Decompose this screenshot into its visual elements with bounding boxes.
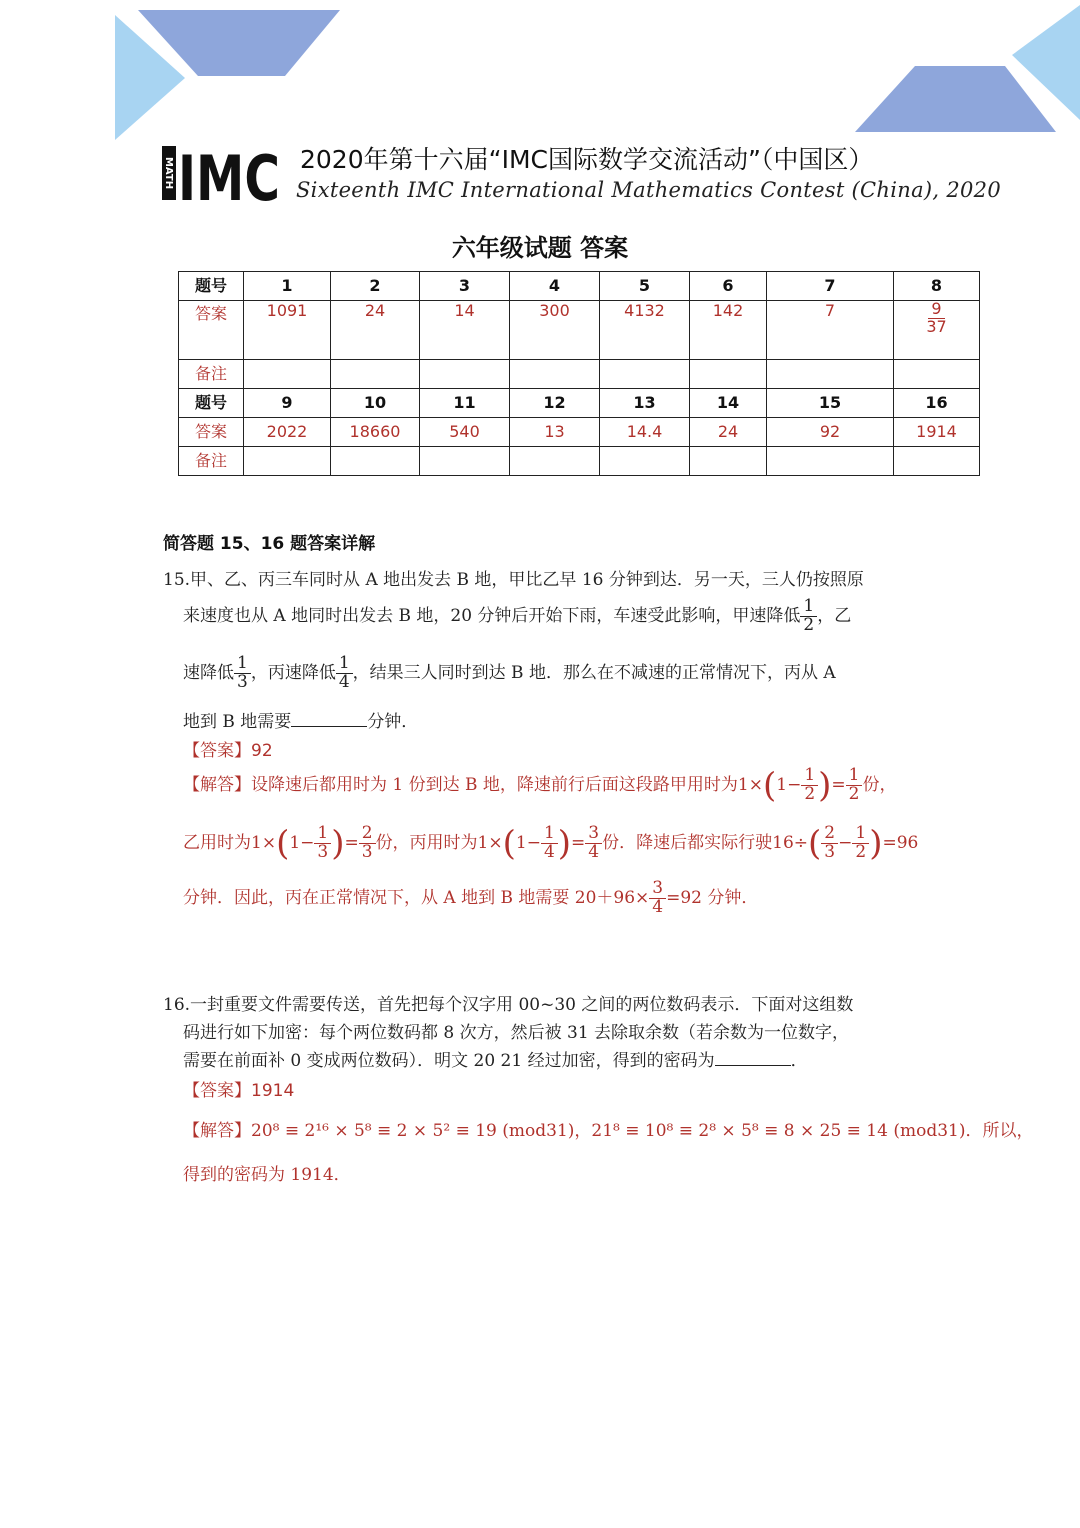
answer-cell: 14 (420, 301, 510, 360)
note-cell (331, 447, 420, 476)
answer-cell: 300 (510, 301, 600, 360)
row-label-number: 题号 (179, 389, 244, 418)
row-label-number: 题号 (179, 272, 244, 301)
q15-text: 速降低 (183, 662, 234, 683)
answer-cell: 92 (767, 418, 894, 447)
answer-cell: 24 (331, 301, 420, 360)
question-number: 7 (767, 272, 894, 301)
solution-text: 【解答】设降速后都用时为 1 份到达 B 地，降速前行后面这段路甲用时为1× (183, 774, 763, 795)
question-number: 3 (420, 272, 510, 301)
question-number: 9 (244, 389, 331, 418)
answer-cell: 142 (690, 301, 767, 360)
answer-cell: 24 (690, 418, 767, 447)
answer-cell: 14.4 (600, 418, 690, 447)
fraction-denominator: 37 (926, 316, 947, 336)
q15-text: 分钟． (367, 712, 419, 732)
note-cell (690, 447, 767, 476)
note-cell (894, 447, 980, 476)
q16-line-1: 16.一封重要文件需要传送，首先把每个汉字用 00~30 之间的两位数码表示．下面对这组数 (163, 995, 854, 1015)
question-number: 14 (690, 389, 767, 418)
question-number: 1 (244, 272, 331, 301)
imc-logo (162, 142, 282, 215)
fraction-one-quarter: $\frac{1}{4}$ (336, 655, 353, 692)
logo-text: IMC (178, 142, 280, 215)
q16-text: ． (790, 1051, 808, 1071)
question-number: 15 (767, 389, 894, 418)
q16-line-2: 码进行如下加密：每个两位数码都 8 次方，然后被 31 去除取余数（若余数为一位数字， (183, 1023, 850, 1043)
note-cell (767, 447, 894, 476)
table-row (179, 272, 980, 301)
question-number: 2 (331, 272, 420, 301)
note-cell (420, 360, 510, 389)
answer-fraction (923, 301, 949, 336)
answer-cell (894, 301, 980, 360)
answer-cell: 4132 (600, 301, 690, 360)
question-number: 6 (690, 272, 767, 301)
q16-solution-line-2: 得到的密码为 1914． (183, 1165, 351, 1185)
row-label-note: 备注 (179, 360, 244, 389)
q15-line-3 (183, 655, 836, 692)
row-label-answer: 答案 (179, 301, 244, 360)
table-row (179, 301, 980, 360)
note-cell (420, 447, 510, 476)
header-title-cn: 2020年第十六届“IMC国际数学交流活动”（中国区） (300, 145, 874, 174)
solution-text: 份， (862, 774, 897, 795)
q15-solution-line-2: 乙用时为1×(1− $\frac{1}{3}$ )= $\frac{2}{3}$ 份，丙用时为1×(1− $\frac{1}{4}$ )= $\frac{3}{4}$ 份．降速后都实际行驶16÷( $\frac{2}{3}$ − $\frac{1}{2}$ )=96 (183, 823, 919, 864)
table-row (179, 389, 980, 418)
q16-line-3 (183, 1046, 808, 1071)
fraction-one-third: $\frac{1}{3}$ (234, 655, 251, 692)
note-cell (244, 360, 331, 389)
solution-text: =96 (882, 832, 919, 853)
note-cell (894, 360, 980, 389)
q16-answer: 【答案】1914 (183, 1081, 295, 1101)
table-row (179, 447, 980, 476)
question-number: 12 (510, 389, 600, 418)
note-cell (510, 360, 600, 389)
q15-solution-line-1: 【解答】设降速后都用时为 1 份到达 B 地，降速前行后面这段路甲用时为1×(1− $\frac{1}{2}$ )= $\frac{1}{2}$ 份， (183, 765, 897, 806)
question-number: 11 (420, 389, 510, 418)
question-number: 4 (510, 272, 600, 301)
fraction-one-half: $\frac{1}{2}$ (800, 598, 817, 635)
q15-line-1: 15.甲、乙、丙三车同时从 A 地出发去 B 地，甲比乙早 16 分钟到达．另一天，三人仍按照原 (163, 570, 864, 590)
q15-text: ，丙速降低 (250, 662, 336, 683)
answer-blank (715, 1051, 791, 1066)
fraction-numerator: 9 (928, 301, 944, 319)
solution-text: 分钟．因此，丙在正常情况下，从 A 地到 B 地需要 20＋96× (183, 887, 650, 908)
solution-text: 份，丙用时为1× (375, 832, 503, 853)
question-number: 8 (894, 272, 980, 301)
q15-line-2 (183, 598, 851, 635)
note-cell (331, 360, 420, 389)
note-cell (600, 360, 690, 389)
q16-solution-line-1: 【解答】20⁸ ≡ 2¹⁶ × 5⁸ ≡ 2 × 5² ≡ 19 (mod31)，21⁸ ≡ 10⁸ ≡ 2⁸ × 5⁸ ≡ 8 × 25 ≡ 14 (mod31)．所以， (183, 1121, 1034, 1141)
answer-table (178, 271, 980, 476)
question-number: 10 (331, 389, 420, 418)
note-cell (510, 447, 600, 476)
q16-text: 需要在前面补 0 变成两位数码）．明文 20 21 经过加密，得到的密码为 (183, 1051, 715, 1071)
note-cell (690, 360, 767, 389)
q15-text: 来速度也从 A 地同时出发去 B 地，20 分钟后开始下雨，车速受此影响，甲速降低 (183, 605, 801, 626)
answer-blank (291, 712, 367, 727)
document-header (162, 140, 1001, 215)
q15-text: ，结果三人同时到达 B 地．那么在不减速的正常情况下，丙从 A (352, 662, 836, 683)
section-title: 简答题 15、16 题答案详解 (163, 534, 376, 554)
table-row (179, 418, 980, 447)
answer-cell: 1091 (244, 301, 331, 360)
note-cell (767, 360, 894, 389)
answer-cell: 540 (420, 418, 510, 447)
row-label-note: 备注 (179, 447, 244, 476)
answer-cell: 13 (510, 418, 600, 447)
header-decoration (0, 0, 1080, 150)
header-title-en: Sixteenth IMC International Mathematics Contest (China), 2020 (296, 178, 1001, 202)
q15-answer: 【答案】92 (183, 741, 273, 761)
answer-cell: 1914 (894, 418, 980, 447)
solution-text: =92 分钟． (666, 887, 759, 908)
question-number: 16 (894, 389, 980, 418)
table-row (179, 360, 980, 389)
logo-side-text: MATH (163, 156, 174, 190)
answer-cell: 7 (767, 301, 894, 360)
question-number: 13 (600, 389, 690, 418)
solution-text: 乙用时为1× (183, 832, 277, 853)
answer-cell: 2022 (244, 418, 331, 447)
solution-text: 份．降速后都实际行驶16÷ (602, 832, 809, 853)
deco-trapezoid-right (855, 66, 1056, 132)
q15-line-4 (183, 707, 418, 732)
answer-cell: 18660 (331, 418, 420, 447)
q15-solution-line-3: 分钟．因此，丙在正常情况下，从 A 地到 B 地需要 20＋96× $\frac{3}{4}$ =92 分钟． (183, 878, 759, 917)
page-title: 六年级试题 答案 (451, 234, 629, 262)
row-label-answer: 答案 (179, 418, 244, 447)
note-cell (600, 447, 690, 476)
q15-text: ，乙 (817, 605, 852, 626)
note-cell (244, 447, 331, 476)
q15-text: 地到 B 地需要 (183, 712, 292, 732)
question-number: 5 (600, 272, 690, 301)
